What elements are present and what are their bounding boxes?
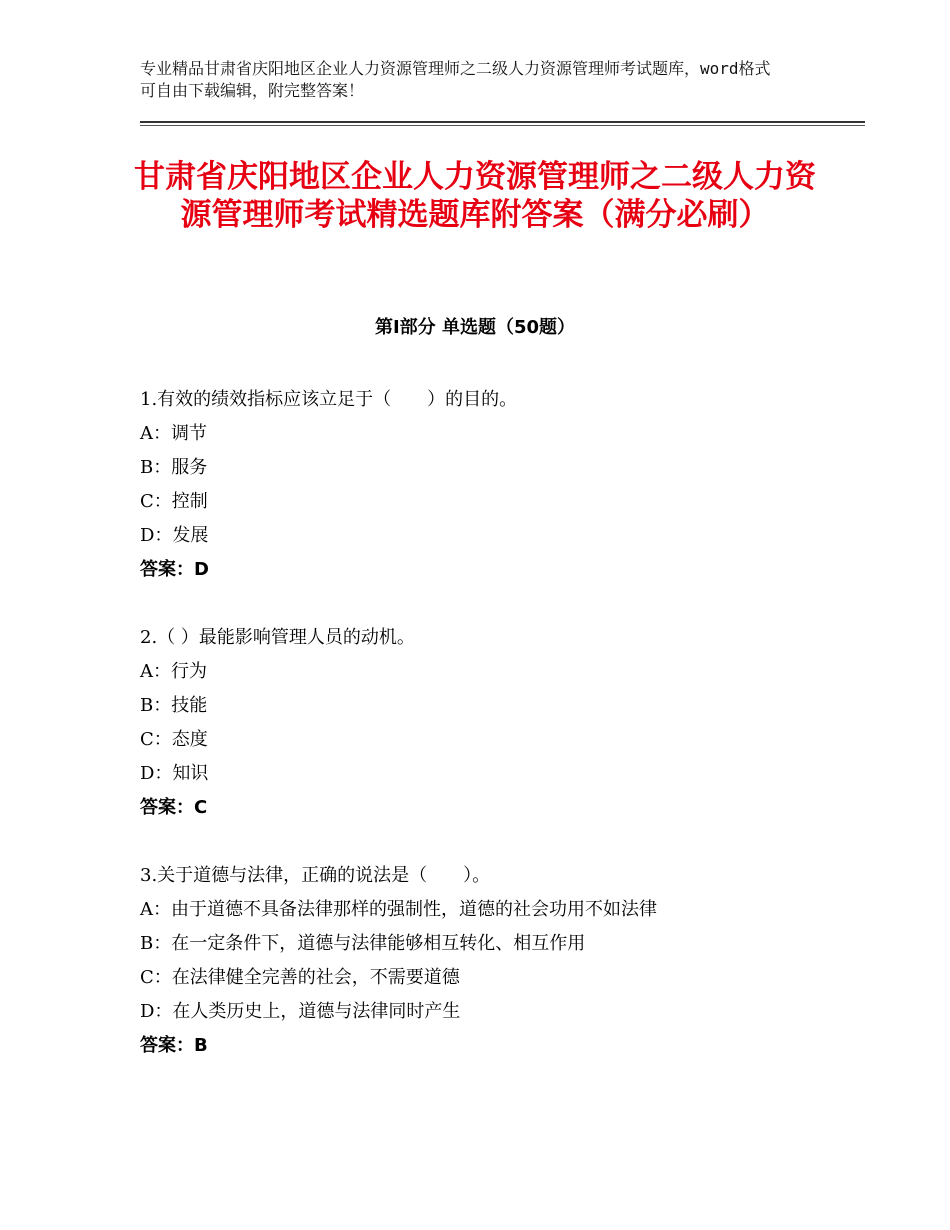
question-list — [140, 383, 860, 1063]
option-a: A：由于道德不具备法律那样的强制性，道德的社会功用不如法律 — [140, 899, 657, 920]
question-answer: 答案：D — [140, 559, 209, 580]
question-item — [140, 621, 860, 825]
option-c: C：控制 — [140, 491, 208, 512]
option-d: D：发展 — [140, 525, 209, 546]
option-d: D：知识 — [140, 763, 209, 784]
document-title: 甘肃省庆阳地区企业人力资源管理师之二级人力资源管理师考试精选题库附答案（满分必刷） — [134, 159, 816, 233]
section-heading: 第Ⅰ部分 单选题（50题） — [374, 317, 575, 338]
option-b: B：服务 — [140, 457, 208, 478]
question-stem: 3.关于道德与法律，正确的说法是（ ）。 — [140, 865, 491, 886]
option-c: C：在法律健全完善的社会，不需要道德 — [140, 967, 460, 988]
option-a: A：调节 — [140, 423, 207, 444]
question-spacer — [140, 587, 860, 621]
option-d: D：在人类历史上，道德与法律同时产生 — [140, 1001, 461, 1022]
option-c: C：态度 — [140, 729, 208, 750]
question-item — [140, 383, 860, 587]
question-answer: 答案：C — [140, 797, 208, 818]
question-answer: 答案：B — [140, 1035, 208, 1056]
question-stem: 1.有效的绩效指标应该立足于（ ）的目的。 — [140, 389, 518, 410]
option-b: B：在一定条件下，道德与法律能够相互转化、相互作用 — [140, 933, 586, 954]
question-stem: 2.（ ）最能影响管理人员的动机。 — [140, 627, 415, 648]
option-b: B：技能 — [140, 695, 208, 716]
header-note: 专业精品甘肃省庆阳地区企业人力资源管理师之二级人力资源管理师考试题库，word格式可自由下载编辑，附完整答案！ — [140, 59, 771, 100]
header-divider-thin — [140, 125, 865, 126]
question-item — [140, 859, 860, 1063]
header-divider-thick — [140, 121, 865, 123]
option-a: A：行为 — [140, 661, 207, 682]
question-spacer — [140, 825, 860, 859]
